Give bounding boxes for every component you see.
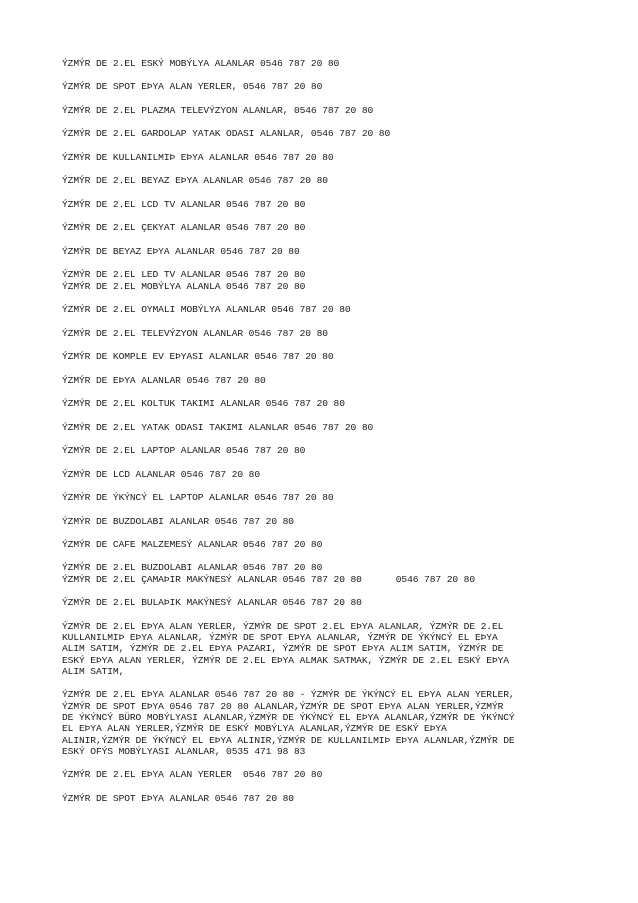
text-line: ÝZMÝR DE 2.EL LAPTOP ALANLAR 0546 787 20 80 [62,445,306,457]
text-paragraph [62,562,608,585]
text-paragraph [62,351,608,362]
text-line: DE ÝKÝNCÝ BÜRO MOBÝLYASI ALANLAR,ÝZMÝR DE ÝKÝNCÝ EL EÞYA ALANLAR,ÝZMÝR DE ÝKÝNCÝ [62,712,515,723]
text-line: ALIM SATIM, ÝZMÝR DE 2.EL EÞYA PAZARI, ÝZMÝR DE SPOT EÞYA ALIM SATIM, ÝZMÝR DE [62,643,504,655]
text-paragraph [62,105,608,116]
text-paragraph [62,492,608,503]
text-paragraph [62,597,608,608]
text-paragraph [62,689,608,757]
text-line: ÝZMÝR DE 2.EL PLAZMA TELEVÝZYON ALANLAR, 0546 787 20 80 [62,104,374,116]
text-paragraph [62,328,608,339]
text-paragraph [62,222,608,233]
text-line: ÝZMÝR DE LCD ALANLAR 0546 787 20 80 [62,468,261,480]
text-line: ÝZMÝR DE BEYAZ EÞYA ALANLAR 0546 787 20 80 [62,245,300,257]
text-line: ÝZMÝR DE 2.EL EÞYA ALAN YERLER, ÝZMÝR DE SPOT 2.EL EÞYA ALANLAR, ÝZMÝR DE 2.EL [62,620,504,632]
text-paragraph [62,469,608,480]
text-paragraph [62,269,608,292]
text-line: ÝZMÝR DE 2.EL TELEVÝZYON ALANLAR 0546 787 20 80 [62,327,328,339]
text-line: ÝZMÝR DE 2.EL EÞYA ALAN YERLER 0546 787 20 80 [62,769,323,781]
text-line: ALINIR,ÝZMÝR DE ÝKÝNCÝ EL EÞYA ALINIR,ÝZMÝR DE KULLANILMIÞ EÞYA ALANLAR,ÝZMÝR DE [62,734,515,746]
text-line: ÝZMÝR DE ÝKÝNCÝ EL LAPTOP ALANLAR 0546 787 20 80 [62,492,334,504]
text-line: ÝZMÝR DE 2.EL KOLTUK TAKIMI ALANLAR 0546 787 20 80 [62,398,345,410]
text-paragraph [62,422,608,433]
text-paragraph [62,793,608,804]
text-paragraph [62,375,608,386]
text-line: ÝZMÝR DE SPOT EÞYA ALANLAR 0546 787 20 80 [62,792,294,804]
text-paragraph [62,152,608,163]
text-line: ÝZMÝR DE EÞYA ALANLAR 0546 787 20 80 [62,374,266,386]
text-paragraph [62,81,608,92]
text-line: ÝZMÝR DE SPOT EÞYA ALAN YERLER, 0546 787 20 80 [62,81,323,93]
text-paragraph [62,621,608,677]
text-paragraph [62,175,608,186]
text-line: ÝZMÝR DE 2.EL ÇEKYAT ALANLAR 0546 787 20 80 [62,222,306,234]
text-line: ÝZMÝR DE 2.EL ÇAMAÞIR MAKÝNESÝ ALANLAR 0546 787 20 80 0546 787 20 80 [62,573,475,585]
text-line: ÝZMÝR DE 2.EL BEYAZ EÞYA ALANLAR 0546 787 20 80 [62,175,328,187]
text-line: ÝZMÝR DE 2.EL BULAÞIK MAKÝNESÝ ALANLAR 0546 787 20 80 [62,597,362,609]
text-line: ÝZMÝR DE 2.EL LCD TV ALANLAR 0546 787 20 80 [62,198,306,210]
text-line: ALIM SATIM, [62,665,125,677]
text-line: KULLANILMIÞ EÞYA ALANLAR, ÝZMÝR DE SPOT EÞYA ALANLAR, ÝZMÝR DE ÝKÝNCÝ EL EÞYA [62,632,498,644]
text-line: EL EÞYA ALAN YERLER,ÝZMÝR DE ESKÝ MOBÝLYA ALANLAR,ÝZMÝR DE ESKÝ EÞYA [62,723,447,735]
text-line: ÝZMÝR DE 2.EL ESKÝ MOBÝLYA ALANLAR 0546 787 20 80 [62,58,340,69]
text-line: ÝZMÝR DE KULLANILMIÞ EÞYA ALANLAR 0546 787 20 80 [62,151,334,163]
text-paragraph [62,199,608,210]
text-line: ÝZMÝR DE BUZDOLABI ALANLAR 0546 787 20 80 [62,515,294,527]
text-paragraph [62,769,608,780]
text-line: ESKÝ EÞYA ALAN YERLER, ÝZMÝR DE 2.EL EÞYA ALMAK SATMAK, ÝZMÝR DE 2.EL ESKÝ EÞYA [62,654,509,666]
text-paragraph [62,304,608,315]
text-line: ÝZMÝR DE 2.EL EÞYA ALANLAR 0546 787 20 80 - ÝZMÝR DE ÝKÝNCÝ EL EÞYA ALAN YERLER, [62,689,515,701]
text-line: ÝZMÝR DE KOMPLE EV EÞYASI ALANLAR 0546 787 20 80 [62,351,334,363]
text-paragraph [62,128,608,139]
text-paragraph [62,58,608,69]
text-line: ÝZMÝR DE 2.EL OYMALI MOBÝLYA ALANLAR 0546 787 20 80 [62,304,351,316]
text-line: ÝZMÝR DE 2.EL LED TV ALANLAR 0546 787 20 80 [62,269,306,281]
text-paragraph [62,539,608,550]
text-paragraph [62,516,608,527]
text-paragraph [62,398,608,409]
text-paragraph [62,246,608,257]
text-line: ÝZMÝR DE 2.EL BUZDOLABI ALANLAR 0546 787 20 80 [62,562,323,574]
text-line: ÝZMÝR DE SPOT EÞYA 0546 787 20 80 ALANLAR,ÝZMÝR DE SPOT EÞYA ALAN YERLER,ÝZMÝR [62,700,504,712]
text-line: ESKÝ OFÝS MOBÝLYASI ALANLAR, 0535 471 98 83 [62,745,306,757]
text-line: ÝZMÝR DE 2.EL GARDOLAP YATAK ODASI ALANLAR, 0546 787 20 80 [62,128,391,140]
text-paragraph [62,445,608,456]
text-line: ÝZMÝR DE CAFE MALZEMESÝ ALANLAR 0546 787 20 80 [62,538,323,550]
text-line: ÝZMÝR DE 2.EL MOBÝLYA ALANLA 0546 787 20 80 [62,280,306,292]
text-line: ÝZMÝR DE 2.EL YATAK ODASI TAKIMI ALANLAR 0546 787 20 80 [62,421,374,433]
